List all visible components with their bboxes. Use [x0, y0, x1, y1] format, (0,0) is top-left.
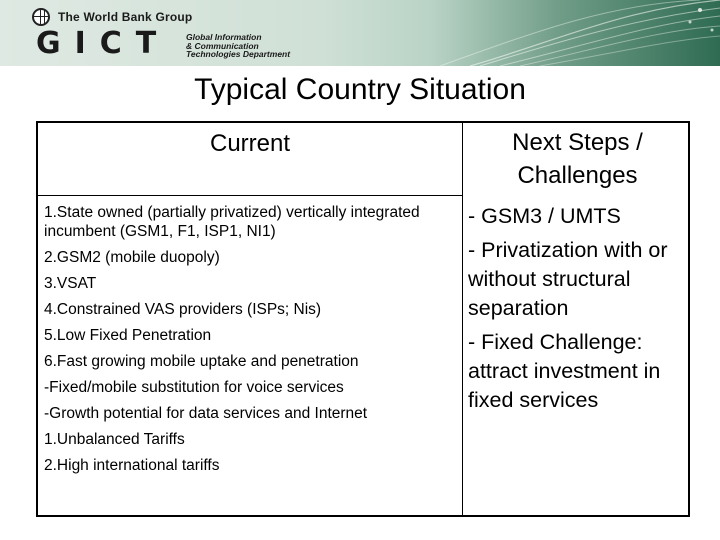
header-divider — [38, 195, 462, 196]
list-item: -Growth potential for data services and Internet — [44, 405, 368, 422]
slide-title — [0, 72, 720, 108]
org-name: The World Bank Group — [58, 10, 193, 24]
list-item: 4.Constrained VAS providers (ISPs; Nis) — [44, 301, 322, 318]
gict-subtitle-line: Technologies Department — [186, 49, 291, 59]
next-steps-column-header — [463, 123, 692, 192]
list-item: - Privatization with or without structural separation — [468, 238, 668, 320]
list-item: 2.GSM2 (mobile duopoly) — [44, 249, 220, 266]
gict-subtitle-line: Global Information — [186, 32, 262, 42]
current-situation-list — [44, 203, 454, 475]
list-item: 6.Fast growing mobile uptake and penetration — [44, 353, 359, 370]
gict-subtitle — [186, 33, 290, 59]
gict-subtitle-line: & Communication — [186, 40, 259, 51]
header-banner — [0, 0, 720, 66]
next-steps-header-line: Challenges — [517, 162, 638, 189]
list-item: - GSM3 / UMTS — [468, 204, 621, 228]
next-steps-list — [468, 202, 690, 420]
world-bank-logo — [32, 8, 192, 26]
gict-logo: GICT — [36, 26, 171, 61]
comparison-table — [36, 121, 690, 517]
globe-icon — [32, 8, 50, 26]
list-item: 3.VSAT — [44, 275, 97, 292]
next-steps-header-line: Next Steps / — [512, 129, 643, 156]
list-item: 5.Low Fixed Penetration — [44, 327, 212, 344]
list-item: 2.High international tariffs — [44, 457, 220, 474]
list-item: 1.State owned (partially privatized) vertically integrated incumbent (GSM1, F1, ISP1, NI1) — [44, 204, 420, 240]
list-item: 1.Unbalanced Tariffs — [44, 431, 185, 448]
list-item: - Fixed Challenge: attract investment in fixed services — [468, 330, 661, 412]
list-item: -Fixed/mobile substitution for voice services — [44, 379, 344, 396]
current-column-header: Current — [209, 130, 291, 157]
slide-title-text: Typical Country Situation — [194, 73, 526, 106]
